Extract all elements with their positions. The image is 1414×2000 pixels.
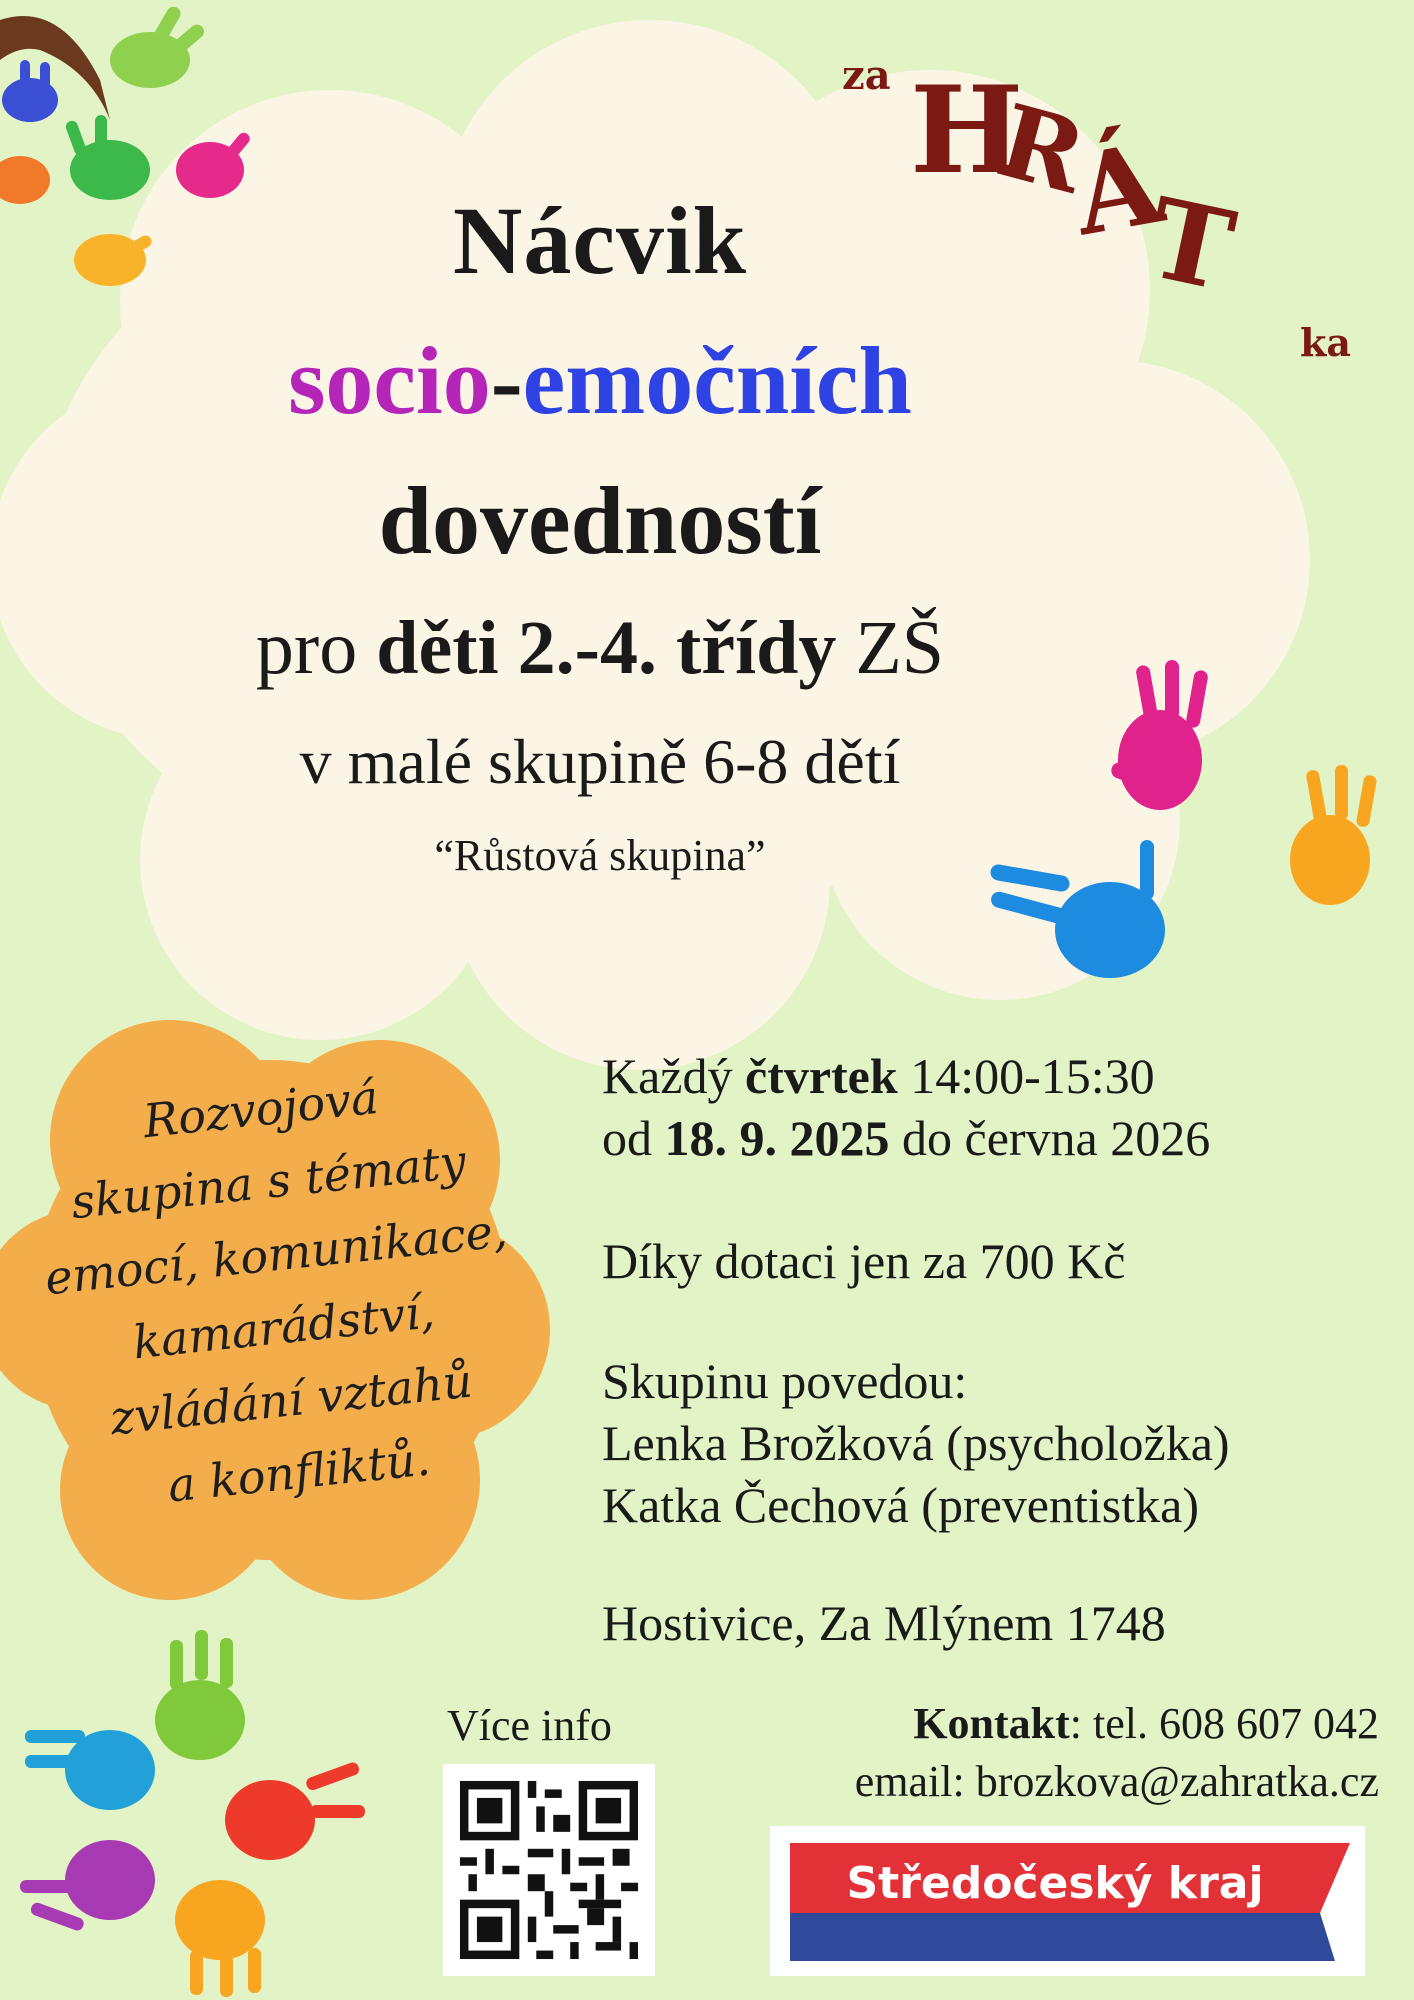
sponsor-name: Středočeský kraj — [846, 1858, 1264, 1909]
hand-orange-icon — [175, 1880, 265, 1997]
hand-lime-icon — [155, 1630, 245, 1760]
logo-letter-t: T — [1137, 172, 1245, 317]
qr-code[interactable] — [443, 1764, 655, 1976]
title-dash: - — [490, 327, 523, 434]
schedule-day: čtvrtek — [745, 1048, 898, 1104]
schedule-from: od — [602, 1110, 665, 1166]
more-info-label: Více info — [447, 1701, 612, 1750]
schedule-time: 14:00-15:30 — [897, 1048, 1155, 1104]
hand-green-icon — [110, 4, 207, 88]
schedule — [602, 1045, 1210, 1169]
title-line-4 — [0, 605, 1200, 692]
title-line-3: dovedností — [378, 467, 822, 574]
hand-blue-icon — [2, 60, 58, 122]
schedule-end: do června 2026 — [889, 1110, 1211, 1166]
hand-blue-icon — [25, 1730, 155, 1810]
logo-letter-h: H — [910, 60, 1024, 201]
schedule-line-2 — [602, 1107, 1210, 1169]
price: Díky dotaci jen za 700 Kč — [602, 1233, 1126, 1289]
title-zs: ZŠ — [836, 606, 945, 690]
contact — [855, 1695, 1379, 1811]
title-line-5: v malé skupině 6-8 dětí — [299, 726, 901, 797]
hand-purple-icon — [20, 1840, 155, 1932]
bubble-line: kamarádství, — [130, 1284, 437, 1370]
leader-2: Katka Čechová (preventistka) — [602, 1477, 1199, 1533]
qr-code-icon — [443, 1764, 655, 1976]
title-pro: pro — [255, 606, 377, 690]
logo-letter-a: Á — [1064, 118, 1171, 261]
schedule-start-date: 18. 9. 2025 — [664, 1110, 890, 1166]
address: Hostivice, Za Mlýnem 1748 — [602, 1595, 1166, 1651]
title-line-1: Nácvik — [453, 187, 747, 294]
schedule-line-1 — [602, 1045, 1210, 1107]
contact-phone-line — [855, 1695, 1379, 1753]
contact-phone[interactable]: : tel. 608 607 042 — [1069, 1699, 1379, 1748]
title-socio: socio — [288, 327, 491, 434]
bubble-line: zvládání vztahů — [107, 1353, 475, 1446]
hands-bottom-left-decoration — [20, 1630, 370, 2000]
bubble-line: Rozvojová — [140, 1069, 381, 1149]
bubble-text — [8, 1047, 551, 1535]
title-emocnich: emočních — [522, 327, 912, 434]
bubble-line: skupina s tématy — [68, 1134, 469, 1230]
group-name: “Růstová skupina” — [434, 831, 766, 880]
contact-email[interactable]: email: brozkova@zahratka.cz — [854, 1757, 1379, 1806]
leaders — [602, 1350, 1230, 1536]
logo-letter-r: R — [986, 81, 1097, 217]
bubble-line: a konfliktů. — [165, 1431, 433, 1513]
contact-label: Kontakt — [913, 1699, 1070, 1748]
hand-orange-icon — [1290, 765, 1377, 905]
bubble-line: emocí, komunikace, — [42, 1203, 510, 1306]
title-target-group: děti 2.-4. třídy — [376, 606, 837, 690]
logo-ka: ka — [1300, 320, 1351, 365]
hand-red-icon — [225, 1761, 365, 1860]
schedule-prefix: Každý — [602, 1048, 745, 1104]
logo-za: za — [842, 52, 891, 99]
leaders-heading: Skupinu povedou: — [602, 1353, 968, 1409]
leader-1: Lenka Brožková (psycholožka) — [602, 1415, 1230, 1471]
title-line-2 — [0, 325, 1200, 436]
